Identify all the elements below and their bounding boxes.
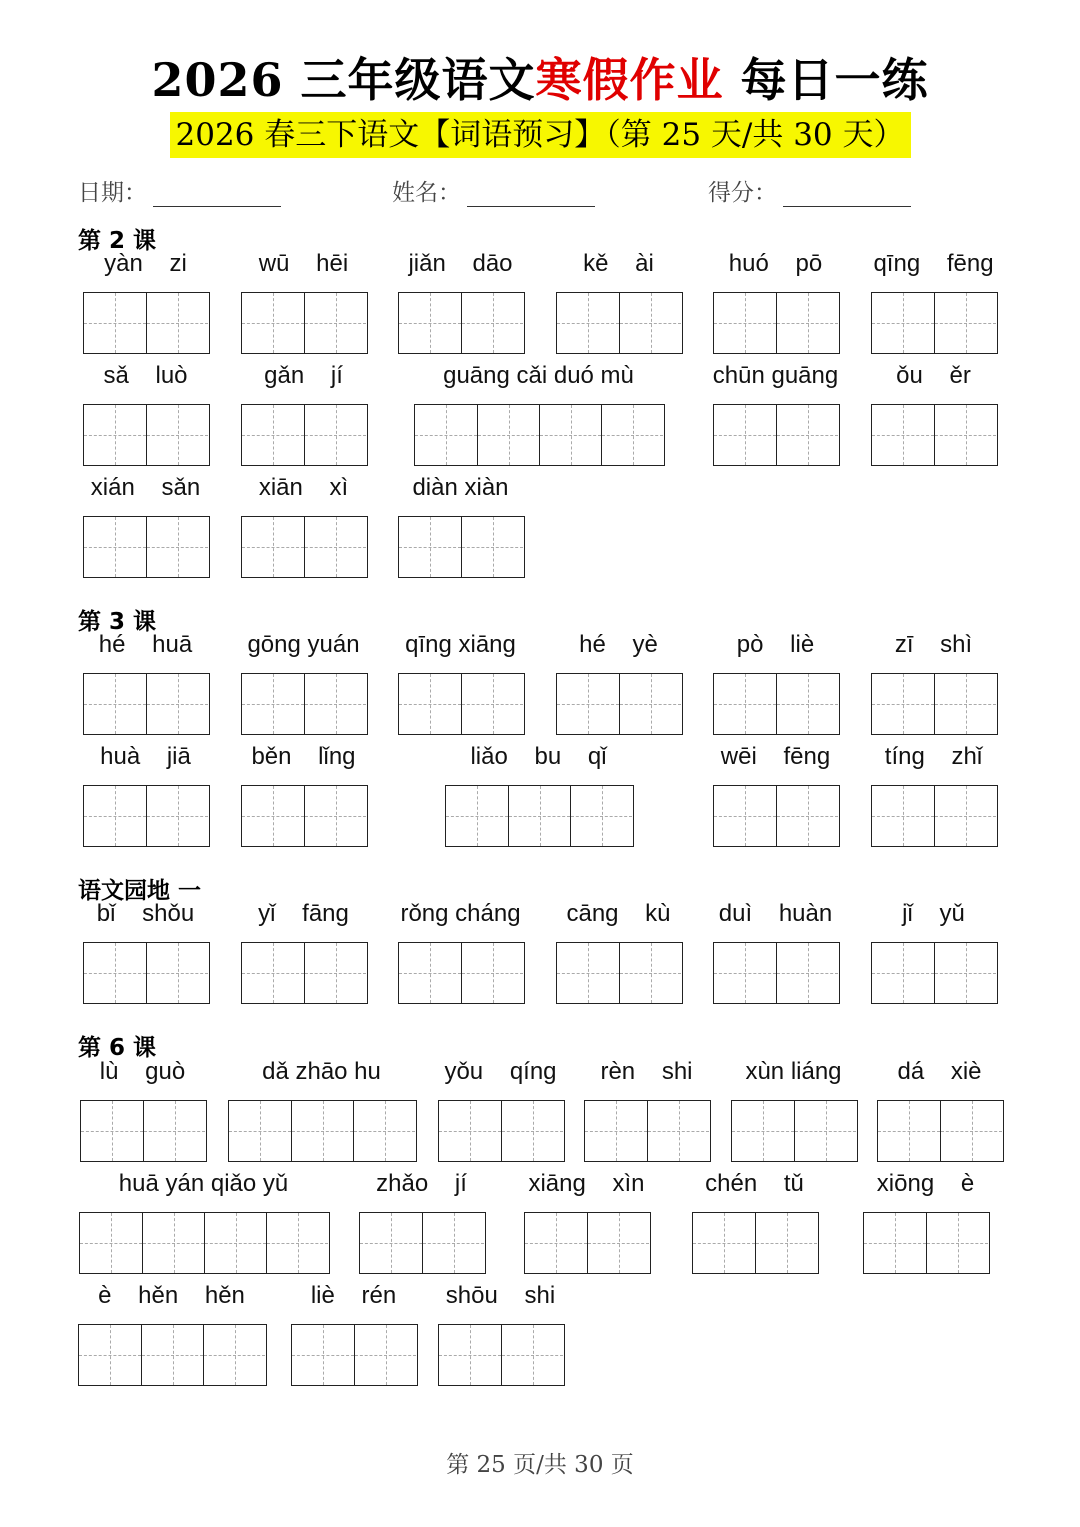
pinyin-label: jǐ yǔ [902, 900, 965, 927]
name-input-line[interactable] [467, 180, 595, 207]
title-part-1: 2026 三年级语文 [151, 53, 536, 107]
writing-box[interactable] [714, 293, 776, 353]
character-box-row [398, 516, 525, 578]
pinyin-label: yàn zi [104, 250, 187, 277]
character-box-row [83, 516, 210, 578]
score-field [708, 174, 911, 207]
writing-box[interactable] [84, 293, 146, 353]
pinyin-label: ǒu ěr [896, 362, 971, 389]
writing-box[interactable] [146, 517, 208, 577]
writing-box[interactable] [146, 786, 208, 846]
writing-box[interactable] [84, 405, 146, 465]
writing-box[interactable] [84, 517, 146, 577]
writing-box[interactable] [557, 293, 619, 353]
writing-box[interactable] [304, 786, 366, 846]
writing-box[interactable] [714, 405, 776, 465]
character-box-row [871, 785, 998, 847]
writing-box[interactable] [146, 405, 208, 465]
lesson-heading: 第 6 课 [78, 1035, 157, 1061]
score-label: 得分： [708, 180, 777, 206]
writing-box[interactable] [794, 1101, 856, 1161]
date-input-line[interactable] [153, 180, 281, 207]
pinyin-label: yǐ fāng [258, 900, 349, 927]
writing-box[interactable] [776, 786, 838, 846]
pinyin-label: zī shì [894, 631, 973, 658]
pinyin-label: diàn xiàn [412, 474, 509, 501]
pinyin-label: xiāng xìn [528, 1170, 645, 1197]
writing-box[interactable] [508, 786, 570, 846]
writing-box[interactable] [619, 674, 681, 734]
pinyin-label: lù guò [99, 1058, 186, 1085]
pinyin-label: shōu shi [445, 1282, 556, 1309]
pinyin-label: chūn guāng [712, 362, 839, 389]
writing-box[interactable] [242, 405, 304, 465]
writing-box[interactable] [304, 674, 366, 734]
pinyin-label: xùn liáng [745, 1058, 842, 1085]
writing-box[interactable] [714, 943, 776, 1003]
writing-box[interactable] [461, 674, 523, 734]
character-box-row [871, 673, 998, 735]
writing-box[interactable] [776, 405, 838, 465]
writing-box[interactable] [872, 405, 934, 465]
pinyin-label: dá xiè [897, 1058, 982, 1085]
writing-box[interactable] [525, 1213, 587, 1273]
pinyin-label: xiān xì [258, 474, 349, 501]
pinyin-label: wū hēi [258, 250, 349, 277]
pinyin-label: běn lǐng [251, 743, 356, 770]
writing-box[interactable] [601, 405, 663, 465]
writing-box[interactable] [501, 1101, 563, 1161]
pinyin-label: huó pō [728, 250, 823, 277]
writing-box[interactable] [79, 1325, 141, 1385]
character-box-row [556, 942, 683, 1004]
character-box-row [692, 1212, 819, 1274]
writing-box[interactable] [399, 943, 461, 1003]
character-box-row [291, 1324, 418, 1386]
writing-box[interactable] [934, 405, 996, 465]
writing-box[interactable] [446, 786, 508, 846]
character-box-row [445, 785, 634, 847]
pinyin-label: chén tǔ [705, 1170, 804, 1197]
writing-box[interactable] [141, 1325, 203, 1385]
writing-box[interactable] [619, 943, 681, 1003]
character-box-row [414, 404, 665, 466]
character-box-row [83, 404, 210, 466]
writing-box[interactable] [242, 943, 304, 1003]
pinyin-label: dǎ zhāo hu [262, 1058, 381, 1085]
writing-box[interactable] [585, 1101, 647, 1161]
writing-box[interactable] [146, 674, 208, 734]
writing-box[interactable] [353, 1101, 415, 1161]
writing-box[interactable] [776, 943, 838, 1003]
writing-box[interactable] [461, 293, 523, 353]
character-box-row [713, 292, 840, 354]
pinyin-label: jiǎn dāo [408, 250, 513, 277]
writing-box[interactable] [934, 674, 996, 734]
pinyin-label: liǎo bu qǐ [470, 743, 607, 770]
character-box-row [228, 1100, 417, 1162]
score-input-line[interactable] [783, 180, 911, 207]
character-box-row [398, 942, 525, 1004]
character-box-row [83, 673, 210, 735]
writing-box[interactable] [940, 1101, 1002, 1161]
writing-box[interactable] [647, 1101, 709, 1161]
pinyin-label: pò liè [736, 631, 815, 658]
pinyin-label: tíng zhǐ [884, 743, 983, 770]
writing-box[interactable] [714, 674, 776, 734]
character-box-row [241, 785, 368, 847]
writing-box[interactable] [557, 943, 619, 1003]
pinyin-label: è hěn hěn [98, 1282, 245, 1309]
writing-box[interactable] [142, 1213, 204, 1273]
character-box-row [398, 292, 525, 354]
character-box-row [241, 292, 368, 354]
pinyin-label: guāng cǎi duó mù [443, 362, 634, 389]
writing-box[interactable] [399, 517, 461, 577]
writing-box[interactable] [934, 786, 996, 846]
writing-box[interactable] [439, 1325, 501, 1385]
pinyin-label: huà jiā [100, 743, 191, 770]
lesson-heading: 第 3 课 [78, 609, 157, 635]
title-part-3: 每日一练 [723, 53, 929, 107]
pinyin-label: yǒu qíng [444, 1058, 557, 1085]
character-box-row [79, 1212, 330, 1274]
pinyin-label: gǎn jí [264, 362, 343, 389]
pinyin-label: rèn shi [600, 1058, 693, 1085]
writing-box[interactable] [291, 1101, 353, 1161]
writing-box[interactable] [755, 1213, 817, 1273]
character-box-row [83, 785, 210, 847]
writing-box[interactable] [242, 293, 304, 353]
character-box-row [359, 1212, 486, 1274]
character-box-row [877, 1100, 1004, 1162]
character-box-row [713, 404, 840, 466]
writing-box[interactable] [872, 674, 934, 734]
name-label: 姓名： [392, 180, 461, 206]
character-box-row [241, 942, 368, 1004]
writing-box[interactable] [146, 943, 208, 1003]
character-box-row [871, 292, 998, 354]
pinyin-label: duì huàn [718, 900, 833, 927]
writing-box[interactable] [266, 1213, 328, 1273]
writing-box[interactable] [587, 1213, 649, 1273]
writing-box[interactable] [143, 1101, 205, 1161]
writing-box[interactable] [878, 1101, 940, 1161]
character-box-row [78, 1324, 267, 1386]
writing-box[interactable] [539, 405, 601, 465]
writing-box[interactable] [84, 786, 146, 846]
writing-box[interactable] [229, 1101, 291, 1161]
name-field [392, 174, 595, 207]
pinyin-label: rǒng cháng [400, 900, 521, 927]
character-box-row [871, 404, 998, 466]
writing-box[interactable] [461, 517, 523, 577]
pinyin-label: xián sǎn [90, 474, 201, 501]
pinyin-label: zhǎo jí [376, 1170, 467, 1197]
writing-box[interactable] [81, 1101, 143, 1161]
pinyin-label: liè rén [310, 1282, 397, 1309]
writing-box[interactable] [292, 1325, 354, 1385]
writing-box[interactable] [872, 943, 934, 1003]
writing-box[interactable] [714, 786, 776, 846]
writing-box[interactable] [360, 1213, 422, 1273]
subtitle-wrap [0, 112, 1080, 158]
character-box-row [731, 1100, 858, 1162]
writing-box[interactable] [570, 786, 632, 846]
writing-box[interactable] [399, 293, 461, 353]
writing-box[interactable] [304, 405, 366, 465]
character-box-row [713, 673, 840, 735]
character-box-row [713, 785, 840, 847]
character-box-row [241, 673, 368, 735]
character-box-row [556, 673, 683, 735]
pinyin-label: qīng xiāng [405, 631, 516, 658]
lesson-heading: 语文园地 一 [78, 878, 202, 904]
writing-box[interactable] [84, 674, 146, 734]
writing-box[interactable] [204, 1213, 266, 1273]
writing-box[interactable] [399, 674, 461, 734]
pinyin-label: huā yán qiǎo yǔ [118, 1170, 289, 1197]
page-footer: 第 25 页/共 30 页 [446, 1452, 634, 1478]
writing-box[interactable] [84, 943, 146, 1003]
writing-box[interactable] [304, 517, 366, 577]
writing-box[interactable] [203, 1325, 265, 1385]
writing-box[interactable] [557, 674, 619, 734]
pinyin-label: hé huā [98, 631, 193, 658]
writing-box[interactable] [242, 786, 304, 846]
pinyin-label: bǐ shǒu [96, 900, 195, 927]
writing-box[interactable] [304, 293, 366, 353]
pinyin-label: hé yè [579, 631, 658, 658]
page-title [0, 50, 1080, 110]
character-box-row [713, 942, 840, 1004]
title-part-2: 寒假作业 [535, 53, 724, 107]
writing-box[interactable] [80, 1213, 142, 1273]
character-box-row [241, 516, 368, 578]
pinyin-label: sǎ luò [103, 362, 188, 389]
character-box-row [556, 292, 683, 354]
character-box-row [83, 942, 210, 1004]
writing-box[interactable] [477, 405, 539, 465]
pinyin-label: wēi fēng [720, 743, 831, 770]
pinyin-label: cāng kù [566, 900, 671, 927]
character-box-row [438, 1100, 565, 1162]
writing-box[interactable] [619, 293, 681, 353]
character-box-row [871, 942, 998, 1004]
writing-box[interactable] [461, 943, 523, 1003]
writing-box[interactable] [439, 1101, 501, 1161]
character-box-row [83, 292, 210, 354]
writing-box[interactable] [146, 293, 208, 353]
pinyin-label: kě ài [583, 250, 654, 277]
character-box-row [241, 404, 368, 466]
pinyin-label: xiōng è [876, 1170, 975, 1197]
writing-box[interactable] [693, 1213, 755, 1273]
writing-box[interactable] [242, 674, 304, 734]
pinyin-label: qīng fēng [873, 250, 994, 277]
character-box-row [584, 1100, 711, 1162]
character-box-row [524, 1212, 651, 1274]
subtitle: 2026 春三下语文【词语预习】（第 25 天/共 30 天） [170, 112, 911, 158]
writing-box[interactable] [422, 1213, 484, 1273]
writing-box[interactable] [354, 1325, 416, 1385]
writing-box[interactable] [926, 1213, 988, 1273]
writing-box[interactable] [415, 405, 477, 465]
date-field [78, 174, 281, 207]
date-label: 日期： [78, 180, 147, 206]
character-box-row [80, 1100, 207, 1162]
writing-box[interactable] [501, 1325, 563, 1385]
pinyin-label: gōng yuán [247, 631, 360, 658]
character-box-row [438, 1324, 565, 1386]
writing-box[interactable] [304, 943, 366, 1003]
writing-box[interactable] [872, 293, 934, 353]
writing-box[interactable] [872, 786, 934, 846]
character-box-row [863, 1212, 990, 1274]
writing-box[interactable] [934, 293, 996, 353]
writing-box[interactable] [242, 517, 304, 577]
character-box-row [398, 673, 525, 735]
writing-box[interactable] [732, 1101, 794, 1161]
writing-box[interactable] [934, 943, 996, 1003]
writing-box[interactable] [864, 1213, 926, 1273]
writing-box[interactable] [776, 674, 838, 734]
writing-box[interactable] [776, 293, 838, 353]
lesson-heading: 第 2 课 [78, 228, 157, 254]
